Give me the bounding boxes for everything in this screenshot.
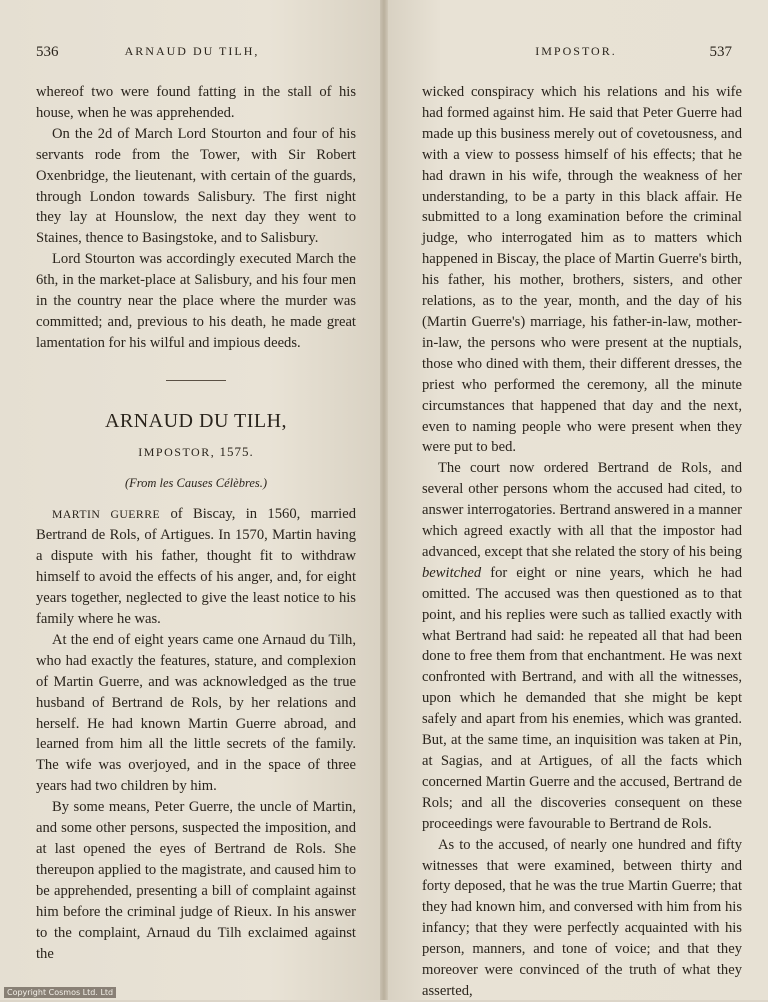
right-page-body [422,82,742,1002]
paragraph: On the 2d of March Lord Stourton and four of his servants rode from the Tower, with Sir Robert Oxenbridge, the lieutenant, with certain of the guards, through London towards Salisbury. The first night they lay at Hounslow, the next day they went to Staines, thence to Basingstoke, and to Salisbury. [36,125,356,247]
article-title: ARNAUD DU TILH, [104,409,288,432]
lead-word: MARTIN GUERRE [52,507,161,521]
paragraph-text: The court now ordered Bertrand de Rols, and several other persons whom the accused had cited, to answer interrogatories. Bertrand answered in a manner which agreed exactly with all that the impostor had advanced, except that she related the story of his being [422,460,742,560]
paragraph-text: for eight or nine years, which he had omitted. The accused was then questioned as to that point, and his replies were such as tallied exactly with what Bertrand had said: he repeated all that had been done to free them from that enchantment. He was next confronted with Bertrand, and with all the witnesses, upon which he demanded that she might be kept safely and apart from his enemies, which was granted. But, at the same time, an inquisition was taken at Pin, at Sagias, and at Artigues, of all the facts which concerned Martin Guerre and the accused, Bertrand de Rols; and all the discoveries consequent on these proceedings were favourable to Bertrand de Rols. [422,564,742,832]
right-running-head: IMPOSTOR. [535,44,617,58]
copyright-watermark: Copyright Cosmos Ltd. Ltd [4,987,116,998]
left-page-header [36,44,348,66]
book-gutter [380,0,388,1000]
left-page-number: 536 [36,44,59,60]
left-page-body [36,82,356,964]
section-divider [166,380,226,381]
left-running-head: ARNAUD DU TILH, [124,44,260,58]
italic-word: bewitched [422,564,482,581]
right-page-header [420,44,732,66]
paragraph: wicked conspiracy which his relations and his wife had formed against him. He said that Peter Guerre had made up this business merely out of covetousness, and with a view to possess himself of his effects; that he had drawn in his wife, through the weakness of her understanding, to be a party in this black affair. He submitted to a long examination before the criminal judge, who interrogated him as to matters which happened in Biscay, the place of Martin Guerre's birth, his father, his mother, brothers, sisters, and other relations, as to the year, month, and the day of his (Martin Guerre's) marriage, his father-in-law, mother-in-law, the persons who were present at the nuptials, those who dined with them, their different dresses, the priest who performed the ceremony, all the minute circumstances that happened that day and the next, even to naming people who were present when they were put to bed. [422,84,742,456]
paragraph: At the end of eight years came one Arnaud du Tilh, who had exactly the features, stature, and complexion of Martin Guerre, and was acknowledged as the true husband of Bertrand de Rols, by her relations and herself. He had known Martin Guerre abroad, and learned from him all the little secrets of the family. The wife was overjoyed, and in the space of three years had two children by him. [36,631,356,795]
right-page [384,0,768,1000]
paragraph: By some means, Peter Guerre, the uncle of Martin, and some other persons, suspected the imposition, and at last opened the eyes of Bertrand de Rols. She thereupon applied to the magistrate, and caused him to be apprehended, presenting a bill of complaint against him before the criminal judge of Rieux. In his answer to the complaint, Arnaud du Tilh exclaimed against the [36,799,356,962]
left-page [0,0,384,1000]
paragraph: Lord Stourton was accordingly executed March the 6th, in the market-place at Salisbury, and his four men in the country near the place where the murder was committed; and, previous to his death, he made great lamentation for his wilful and impious deeds. [36,251,356,351]
subtitle-label: IMPOSTOR, [138,444,216,459]
paragraph: As to the accused, of nearly one hundred and fifty witnesses that were examined, between thirty and forty deposed, that he was the true Martin Guerre; that they had known him, and conversed with him from his infancy; that they were perfectly acquainted with his person, manners, and tone of voice; and that they moreover were convinced of the truth of what they asserted, [422,836,742,999]
subtitle-year: 1575. [219,443,254,459]
paragraph-text: of Biscay, in 1560, married Bertrand de Rols, of Artigues. In 1570, Martin having a dispute with his father, thought fit to withdraw himself to avoid the effects of his anger, and, for eight years together, neglected to give the least notice to his family where he was. [36,505,356,628]
paragraph [422,458,742,834]
right-page-number: 537 [709,44,732,60]
paragraph [36,504,356,630]
paragraph: whereof two were found fatting in the stall of his house, when he was apprehended. [36,84,356,121]
article-subtitle [36,442,356,463]
article-source: (From les Causes Célèbres.) [124,475,268,490]
